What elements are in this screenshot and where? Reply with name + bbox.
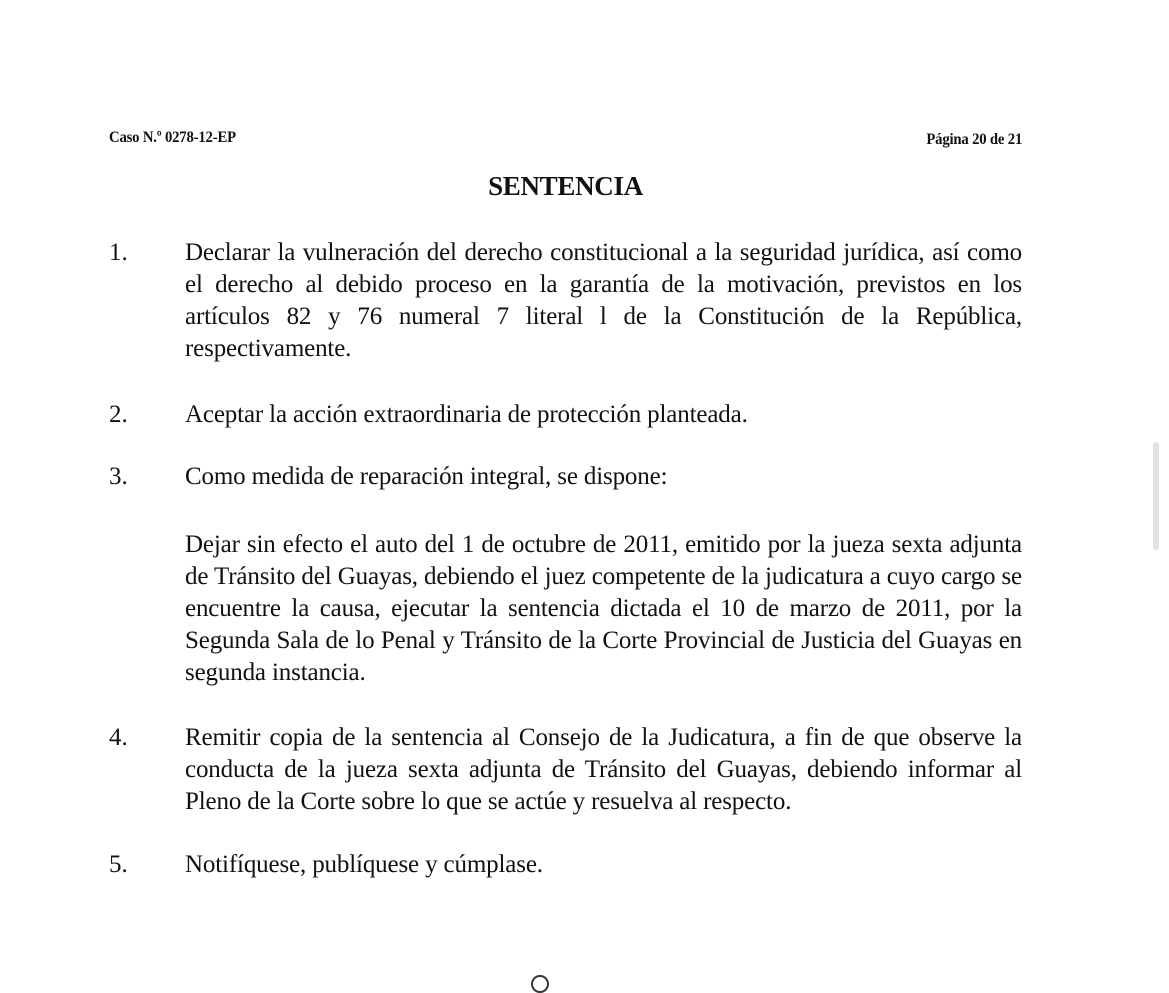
- list-item-text: Notifíquese, publíquese y cúmplase.: [185, 851, 543, 878]
- page-mark: [531, 975, 549, 993]
- list-item-subtext: Dejar sin efecto el auto del 1 de octubre de 2011, emitido por la jueza sexta adjunta de Tránsito del Guayas, debiendo el juez competente de la judicatura a cuyo cargo se encuentre la causa, ejecutar la sentencia dictada el 10 de marzo de 2011, por la Segunda Sala de lo Penal y Tránsito de la Corte Provincial de Justicia del Guayas en segunda instancia.: [185, 531, 1022, 686]
- list-item-text: Como medida de reparación integral, se dispone:: [185, 463, 668, 490]
- list-item-text: Aceptar la acción extraordinaria de protección planteada.: [185, 401, 748, 428]
- document-title: SENTENCIA: [488, 171, 643, 201]
- list-item-number: 5.: [109, 851, 128, 878]
- vertical-scrollbar[interactable]: [1153, 442, 1159, 550]
- list-item-number: 1.: [109, 239, 128, 266]
- list-item-text: Declarar la vulneración del derecho constitucional a la seguridad jurídica, así como el derecho al debido proceso en la garantía de la motivación, previstos en los artículos 82 y 76 numeral 7 literal l de la Constitución de la República, respectivamente.: [185, 239, 1022, 362]
- list-item-number: 2.: [109, 401, 128, 428]
- list-item-number: 4.: [109, 724, 128, 751]
- list-item-text: Remitir copia de la sentencia al Consejo de la Judicatura, a fin de que observe la conducta de la jueza sexta adjunta de Tránsito del Guayas, debiendo informar al Pleno de la Corte sobre lo que se actúe y resuelva al respecto.: [185, 724, 1022, 815]
- list-item-number: 3.: [109, 463, 128, 490]
- case-number: Caso N.º 0278-12-EP: [109, 129, 236, 146]
- page-number: Página 20 de 21: [926, 131, 1022, 148]
